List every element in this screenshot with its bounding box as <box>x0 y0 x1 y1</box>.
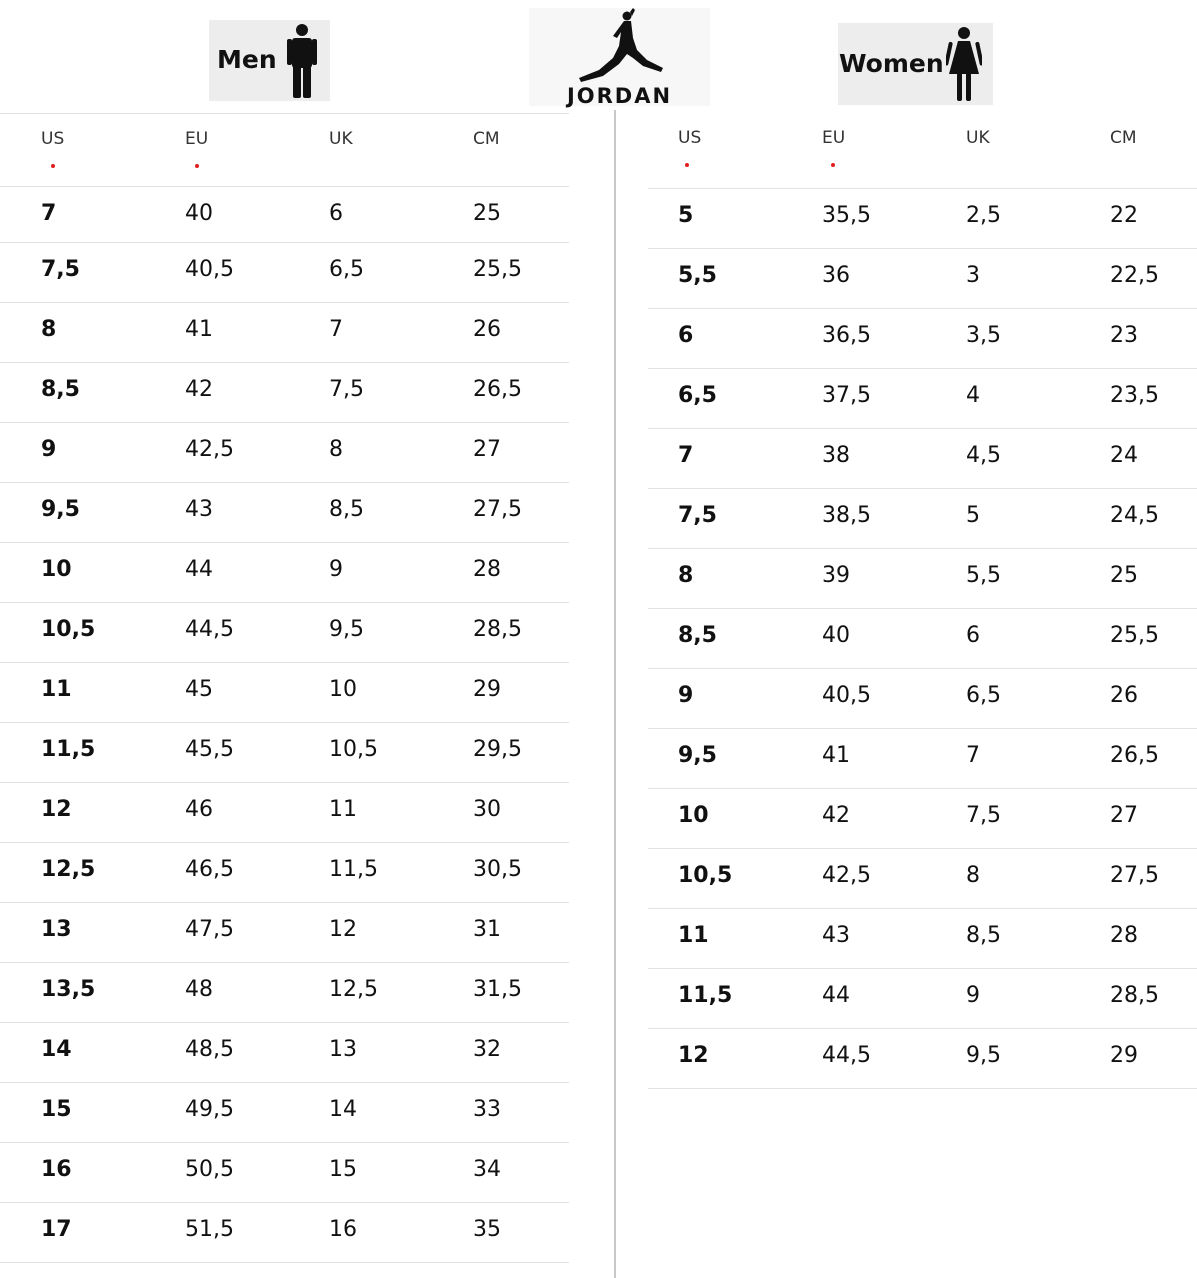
men-cell-us: 14 <box>41 1037 72 1062</box>
women-cell-uk: 5,5 <box>966 563 1001 588</box>
men-cell-eu: 43 <box>185 497 213 522</box>
women-cell-eu: 39 <box>822 563 850 588</box>
men-cell-cm: 26 <box>473 317 501 342</box>
men-cell-us: 8 <box>41 317 57 342</box>
men-cell-cm: 30 <box>473 797 501 822</box>
men-cell-uk: 7,5 <box>329 377 364 402</box>
women-cell-cm: 27,5 <box>1110 863 1159 888</box>
women-table-row <box>648 549 1197 609</box>
men-cell-eu: 49,5 <box>185 1097 234 1122</box>
women-cell-eu: 35,5 <box>822 203 871 228</box>
men-cell-us: 13 <box>41 917 72 942</box>
men-cell-eu: 48,5 <box>185 1037 234 1062</box>
men-cell-uk: 10 <box>329 677 357 702</box>
men-cell-uk: 13 <box>329 1037 357 1062</box>
men-cell-uk: 11 <box>329 797 357 822</box>
women-cell-eu: 43 <box>822 923 850 948</box>
men-cell-uk: 9 <box>329 557 343 582</box>
men-cell-uk: 7 <box>329 317 343 342</box>
women-cell-us: 7 <box>678 443 694 468</box>
women-cell-uk: 6 <box>966 623 980 648</box>
women-table-row <box>648 669 1197 729</box>
men-cell-us: 17 <box>41 1217 72 1242</box>
women-cell-cm: 27 <box>1110 803 1138 828</box>
men-cell-eu: 47,5 <box>185 917 234 942</box>
men-cell-us: 15 <box>41 1097 72 1122</box>
men-table-row <box>0 603 569 663</box>
men-cell-uk: 8,5 <box>329 497 364 522</box>
men-cell-eu: 46,5 <box>185 857 234 882</box>
women-col-eu: EU <box>822 128 846 148</box>
woman-icon <box>946 24 982 104</box>
women-cell-eu: 42 <box>822 803 850 828</box>
women-cell-cm: 25,5 <box>1110 623 1159 648</box>
men-cell-us: 13,5 <box>41 977 96 1002</box>
women-cell-cm: 24,5 <box>1110 503 1159 528</box>
women-cell-us: 11,5 <box>678 983 733 1008</box>
women-cell-cm: 22,5 <box>1110 263 1159 288</box>
men-cell-uk: 10,5 <box>329 737 378 762</box>
men-table-row <box>0 783 569 843</box>
women-cell-us: 8,5 <box>678 623 717 648</box>
women-cell-uk: 7,5 <box>966 803 1001 828</box>
men-cell-cm: 25 <box>473 201 501 226</box>
men-cell-uk: 14 <box>329 1097 357 1122</box>
women-cell-us: 9 <box>678 683 694 708</box>
men-table-row <box>0 1203 569 1263</box>
women-cell-eu: 41 <box>822 743 850 768</box>
women-cell-eu: 36,5 <box>822 323 871 348</box>
women-cell-eu: 38,5 <box>822 503 871 528</box>
men-cell-cm: 35 <box>473 1217 501 1242</box>
women-cell-cm: 23,5 <box>1110 383 1159 408</box>
men-table-row <box>0 243 569 303</box>
men-cell-eu: 42,5 <box>185 437 234 462</box>
women-cell-cm: 28,5 <box>1110 983 1159 1008</box>
men-cell-us: 12 <box>41 797 72 822</box>
women-size-table <box>648 113 1197 1089</box>
marker-dot <box>831 163 835 167</box>
men-cell-cm: 30,5 <box>473 857 522 882</box>
men-cell-us: 12,5 <box>41 857 96 882</box>
marker-dot <box>195 164 199 168</box>
men-table-row <box>0 303 569 363</box>
men-label: Men <box>217 45 277 74</box>
women-cell-us: 5 <box>678 203 694 228</box>
men-cell-us: 11 <box>41 677 72 702</box>
men-cell-us: 8,5 <box>41 377 80 402</box>
men-col-uk: UK <box>329 129 353 149</box>
men-cell-cm: 29 <box>473 677 501 702</box>
women-cell-uk: 4 <box>966 383 980 408</box>
men-cell-us: 16 <box>41 1157 72 1182</box>
women-col-us: US <box>678 128 702 148</box>
men-cell-eu: 45 <box>185 677 213 702</box>
men-col-eu: EU <box>185 129 209 149</box>
women-cell-eu: 44,5 <box>822 1043 871 1068</box>
women-cell-uk: 5 <box>966 503 980 528</box>
men-cell-uk: 6 <box>329 201 343 226</box>
men-cell-cm: 28,5 <box>473 617 522 642</box>
men-header-row <box>0 113 569 187</box>
women-label: Women <box>839 49 944 78</box>
women-cell-us: 7,5 <box>678 503 717 528</box>
women-col-uk: UK <box>966 128 990 148</box>
men-table-row <box>0 843 569 903</box>
men-table-row <box>0 663 569 723</box>
men-cell-cm: 26,5 <box>473 377 522 402</box>
man-icon <box>287 22 317 100</box>
men-size-table <box>0 113 569 1263</box>
logo-wordmark: JORDAN <box>566 84 673 108</box>
men-table-row <box>0 1023 569 1083</box>
women-cell-eu: 44 <box>822 983 850 1008</box>
women-cell-cm: 24 <box>1110 443 1138 468</box>
women-table-row <box>648 909 1197 969</box>
men-cell-cm: 27,5 <box>473 497 522 522</box>
women-header-row <box>648 113 1197 189</box>
men-cell-uk: 16 <box>329 1217 357 1242</box>
column-divider <box>614 110 616 1278</box>
women-cell-uk: 9 <box>966 983 980 1008</box>
men-cell-us: 10 <box>41 557 72 582</box>
men-cell-us: 7,5 <box>41 257 80 282</box>
men-cell-eu: 42 <box>185 377 213 402</box>
women-table-row <box>648 969 1197 1029</box>
men-cell-us: 9,5 <box>41 497 80 522</box>
men-cell-cm: 27 <box>473 437 501 462</box>
women-cell-cm: 23 <box>1110 323 1138 348</box>
women-table-row <box>648 729 1197 789</box>
women-cell-us: 6,5 <box>678 383 717 408</box>
women-cell-uk: 4,5 <box>966 443 1001 468</box>
women-cell-us: 5,5 <box>678 263 717 288</box>
men-table-row <box>0 1083 569 1143</box>
men-cell-cm: 28 <box>473 557 501 582</box>
women-cell-eu: 40 <box>822 623 850 648</box>
women-cell-us: 6 <box>678 323 694 348</box>
women-cell-us: 8 <box>678 563 694 588</box>
women-badge <box>838 23 993 105</box>
men-cell-cm: 31 <box>473 917 501 942</box>
men-table-row <box>0 543 569 603</box>
women-cell-eu: 40,5 <box>822 683 871 708</box>
women-table-row <box>648 249 1197 309</box>
men-cell-uk: 9,5 <box>329 617 364 642</box>
women-cell-uk: 6,5 <box>966 683 1001 708</box>
men-cell-eu: 45,5 <box>185 737 234 762</box>
women-cell-uk: 3,5 <box>966 323 1001 348</box>
men-cell-cm: 31,5 <box>473 977 522 1002</box>
jordan-logo <box>529 8 710 106</box>
women-table-row <box>648 1029 1197 1089</box>
men-table-row <box>0 423 569 483</box>
men-cell-cm: 29,5 <box>473 737 522 762</box>
men-cell-uk: 8 <box>329 437 343 462</box>
women-cell-uk: 2,5 <box>966 203 1001 228</box>
jumpman-icon <box>575 8 665 86</box>
women-table-row <box>648 369 1197 429</box>
women-cell-us: 10 <box>678 803 709 828</box>
men-table-row <box>0 723 569 783</box>
women-cell-uk: 8 <box>966 863 980 888</box>
men-cell-cm: 25,5 <box>473 257 522 282</box>
men-cell-eu: 40 <box>185 201 213 226</box>
men-cell-uk: 12,5 <box>329 977 378 1002</box>
women-cell-us: 11 <box>678 923 709 948</box>
women-table-row <box>648 789 1197 849</box>
women-cell-us: 9,5 <box>678 743 717 768</box>
men-table-row <box>0 1143 569 1203</box>
women-cell-cm: 25 <box>1110 563 1138 588</box>
women-table-row <box>648 489 1197 549</box>
men-cell-us: 9 <box>41 437 57 462</box>
women-cell-uk: 3 <box>966 263 980 288</box>
women-col-cm: CM <box>1110 128 1137 148</box>
women-table-row <box>648 189 1197 249</box>
men-cell-uk: 6,5 <box>329 257 364 282</box>
women-table-row <box>648 849 1197 909</box>
women-cell-uk: 8,5 <box>966 923 1001 948</box>
men-table-row <box>0 483 569 543</box>
men-table-row <box>0 187 569 243</box>
women-cell-cm: 22 <box>1110 203 1138 228</box>
women-cell-eu: 37,5 <box>822 383 871 408</box>
men-cell-cm: 33 <box>473 1097 501 1122</box>
women-table-row <box>648 309 1197 369</box>
marker-dot <box>685 163 689 167</box>
men-cell-eu: 40,5 <box>185 257 234 282</box>
men-cell-cm: 34 <box>473 1157 501 1182</box>
men-cell-eu: 44,5 <box>185 617 234 642</box>
women-cell-eu: 38 <box>822 443 850 468</box>
men-cell-eu: 50,5 <box>185 1157 234 1182</box>
men-cell-uk: 15 <box>329 1157 357 1182</box>
women-cell-cm: 26,5 <box>1110 743 1159 768</box>
women-cell-cm: 26 <box>1110 683 1138 708</box>
men-cell-cm: 32 <box>473 1037 501 1062</box>
women-cell-uk: 9,5 <box>966 1043 1001 1068</box>
women-cell-us: 10,5 <box>678 863 733 888</box>
men-table-row <box>0 363 569 423</box>
men-cell-eu: 51,5 <box>185 1217 234 1242</box>
women-cell-us: 12 <box>678 1043 709 1068</box>
men-cell-eu: 44 <box>185 557 213 582</box>
men-cell-us: 11,5 <box>41 737 96 762</box>
women-cell-eu: 42,5 <box>822 863 871 888</box>
men-cell-eu: 48 <box>185 977 213 1002</box>
women-cell-uk: 7 <box>966 743 980 768</box>
marker-dot <box>51 164 55 168</box>
men-cell-us: 7 <box>41 201 57 226</box>
women-table-row <box>648 609 1197 669</box>
men-cell-eu: 41 <box>185 317 213 342</box>
men-table-row <box>0 963 569 1023</box>
women-table-row <box>648 429 1197 489</box>
women-cell-eu: 36 <box>822 263 850 288</box>
men-col-us: US <box>41 129 65 149</box>
men-cell-uk: 12 <box>329 917 357 942</box>
men-col-cm: CM <box>473 129 500 149</box>
men-badge <box>209 20 330 101</box>
men-cell-eu: 46 <box>185 797 213 822</box>
men-cell-uk: 11,5 <box>329 857 378 882</box>
women-cell-cm: 28 <box>1110 923 1138 948</box>
men-table-row <box>0 903 569 963</box>
women-cell-cm: 29 <box>1110 1043 1138 1068</box>
men-cell-us: 10,5 <box>41 617 96 642</box>
